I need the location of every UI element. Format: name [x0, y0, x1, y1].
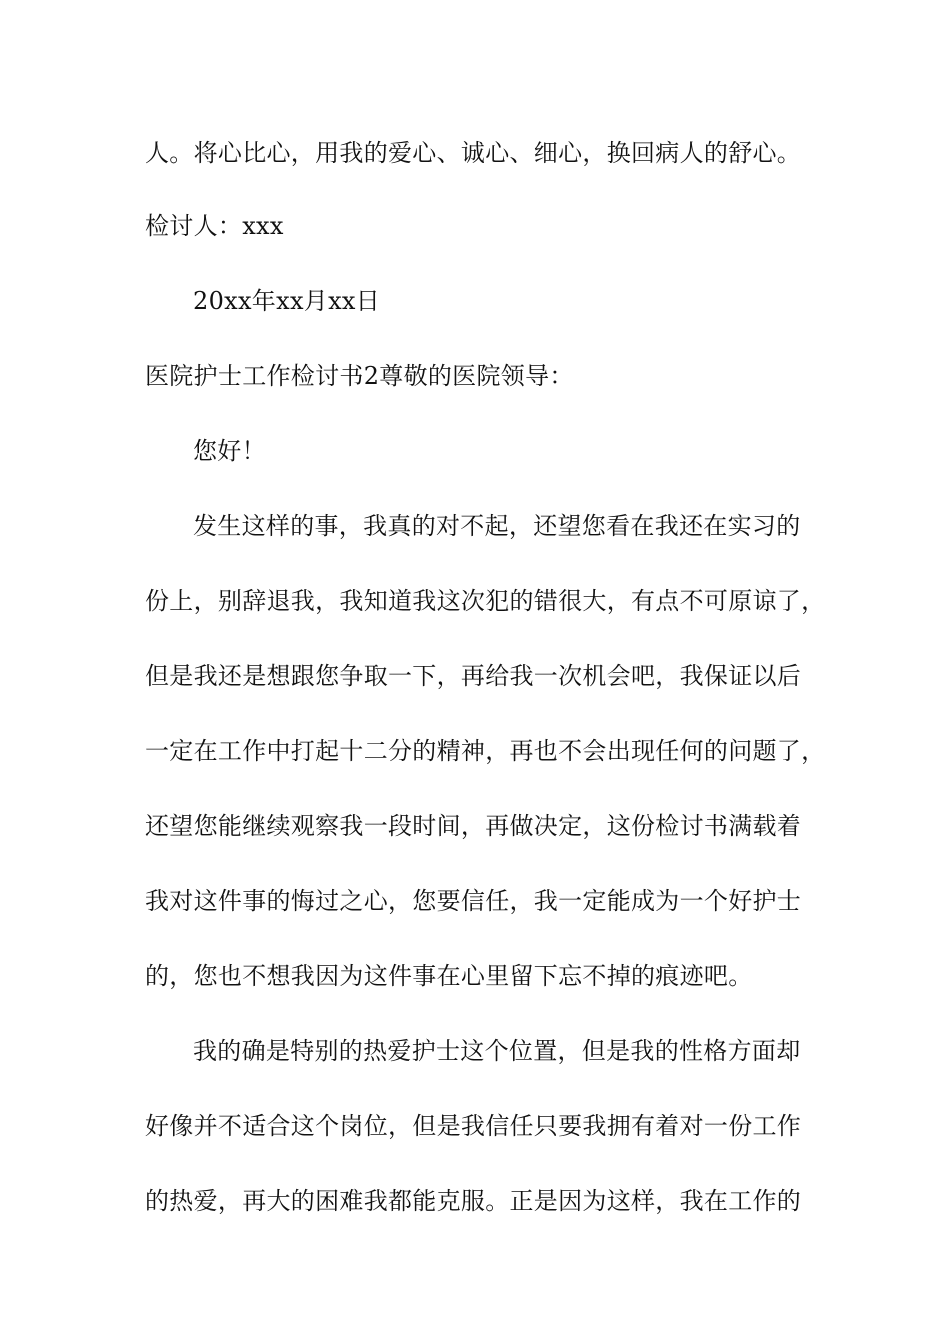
greeting-line: 您好！ [193, 437, 266, 465]
paragraph-1-line-5: 还望您能继续观察我一段时间，再做决定，这份检讨书满载着 [145, 812, 802, 840]
paragraph-1-line-2: 份上，别辞退我，我知道我这次犯的错很大，有点不可原谅了， [145, 587, 826, 615]
reviewer-line: 检讨人：xxx [145, 212, 284, 240]
paragraph-1-line-6: 我对这件事的悔过之心，您要信任，我一定能成为一个好护士 [145, 887, 802, 915]
paragraph-1-line-7: 的，您也不想我因为这件事在心里留下忘不掉的痕迹吧。 [145, 962, 753, 990]
paragraph-2-line-3: 的热爱，再大的困难我都能克服。正是因为这样，我在工作的 [145, 1187, 802, 1215]
paragraph-1-line-1: 发生这样的事，我真的对不起，还望您看在我还在实习的 [193, 512, 801, 540]
paragraph-1-line-3: 但是我还是想跟您争取一下，再给我一次机会吧，我保证以后 [145, 662, 802, 690]
date-line: 20xx年xx月xx日 [193, 287, 381, 315]
letter-heading: 医院护士工作检讨书2尊敬的医院领导： [145, 362, 574, 390]
text-line-1: 人。将心比心，用我的爱心、诚心、细心，换回病人的舒心。 [145, 139, 802, 167]
paragraph-2-line-1: 我的确是特别的热爱护士这个位置，但是我的性格方面却 [193, 1037, 801, 1065]
paragraph-1-line-4: 一定在工作中打起十二分的精神，再也不会出现任何的问题了， [145, 737, 826, 765]
paragraph-2-line-2: 好像并不适合这个岗位，但是我信任只要我拥有着对一份工作 [145, 1112, 802, 1140]
